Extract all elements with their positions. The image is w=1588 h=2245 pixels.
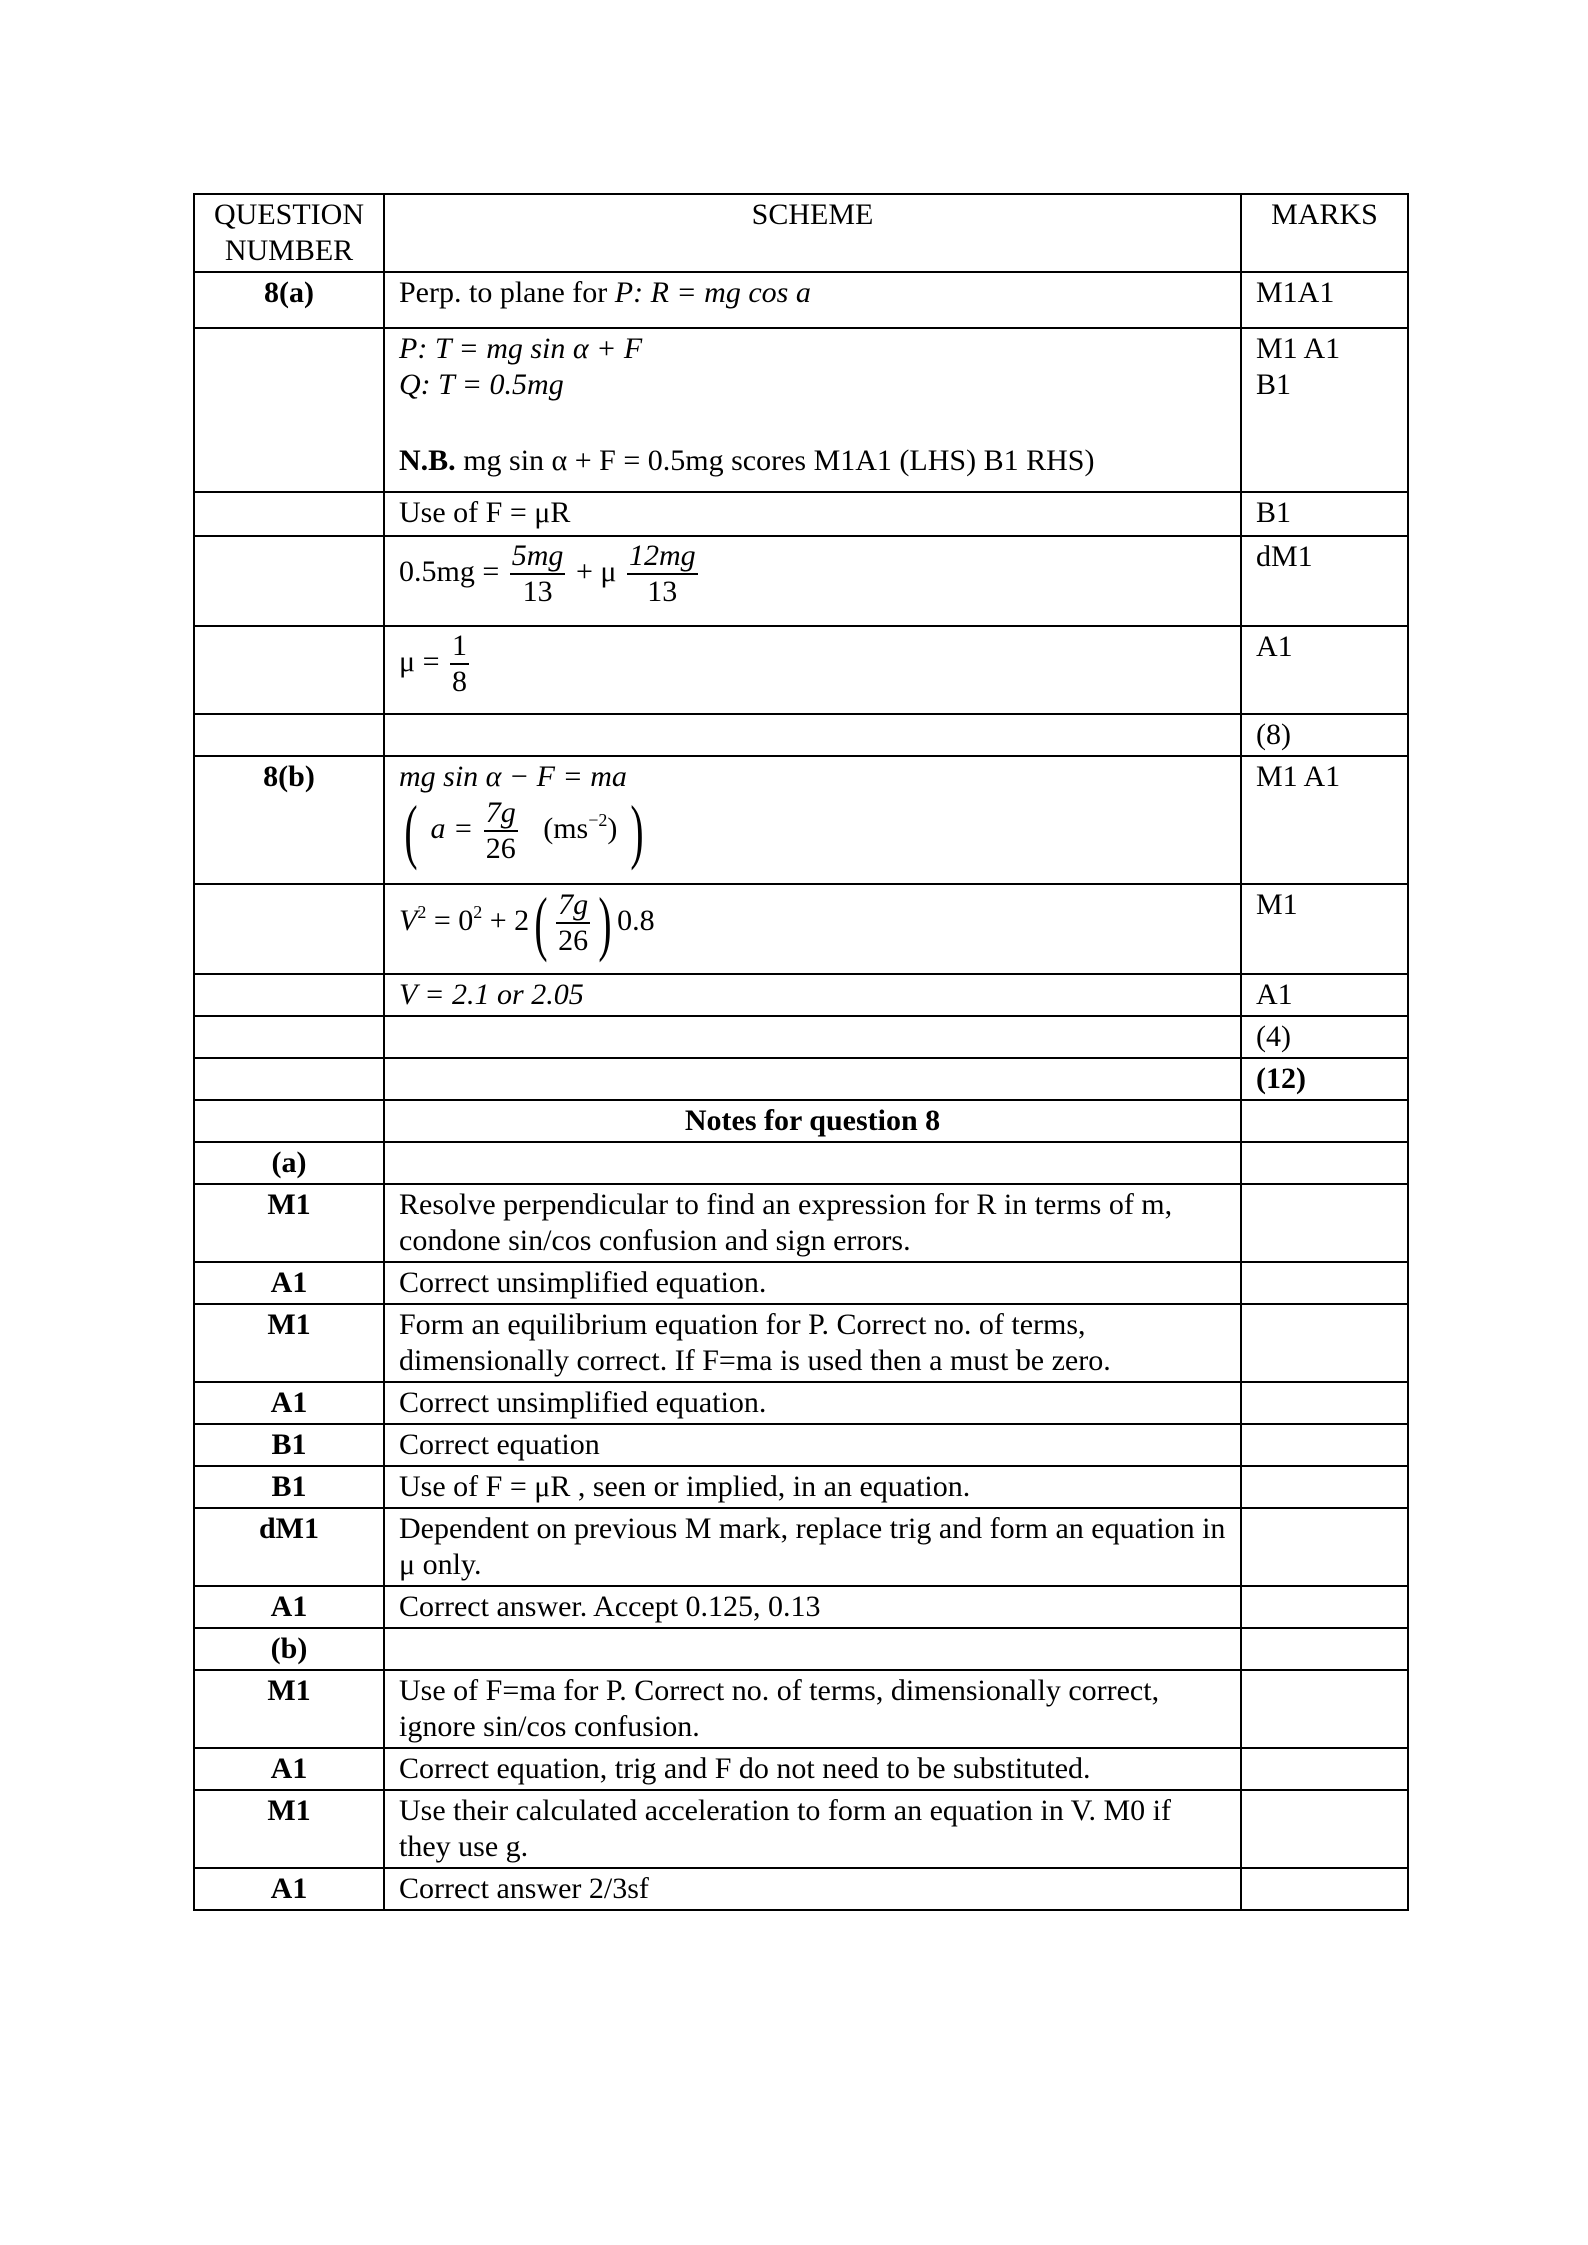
scheme-cell <box>384 626 1241 714</box>
notes-marks-empty <box>1241 1184 1408 1262</box>
notes-row <box>194 1790 1408 1868</box>
marks-cell: dM1 <box>1241 536 1408 626</box>
fraction <box>510 539 566 609</box>
notes-row <box>194 1382 1408 1424</box>
notes-text: Dependent on previous M mark, replace trig and form an equation in μ only. <box>384 1508 1241 1586</box>
numerator: 1 <box>450 629 469 665</box>
units: (ms <box>543 811 589 845</box>
marks-cell: A1 <box>1241 974 1408 1016</box>
question-label: 8(a) <box>194 272 384 328</box>
scheme-text: Perp. to plane for <box>399 276 615 309</box>
scheme-cell <box>384 328 1241 492</box>
notes-label: B1 <box>194 1466 384 1508</box>
notes-title: Notes for question 8 <box>384 1100 1241 1142</box>
scheme-row <box>194 492 1408 536</box>
notes-text: Correct answer 2/3sf <box>384 1868 1241 1910</box>
total-marks: (8) <box>1241 714 1408 756</box>
notes-row <box>194 1586 1408 1628</box>
scheme-var: P <box>614 276 634 309</box>
notes-label: M1 <box>194 1304 384 1382</box>
question-label-empty <box>194 328 384 492</box>
fraction <box>484 796 518 866</box>
notes-label: A1 <box>194 1868 384 1910</box>
notes-label: A1 <box>194 1262 384 1304</box>
notes-marks-empty <box>1241 1382 1408 1424</box>
numerator: 12mg <box>627 539 698 575</box>
notes-text <box>384 1142 1241 1184</box>
header-scheme: SCHEME <box>384 194 1241 272</box>
empty-cell <box>194 1016 384 1058</box>
equation-mid: + μ <box>575 554 617 588</box>
scheme-row <box>194 328 1408 492</box>
notes-text <box>384 1628 1241 1670</box>
notes-row <box>194 1184 1408 1262</box>
total-row <box>194 1016 1408 1058</box>
left-paren: ( <box>534 883 548 963</box>
nb-text: mg sin α + F = 0.5mg scores M1A1 (LHS) B1 RHS) <box>455 444 1095 477</box>
notes-text: Resolve perpendicular to find an expression for R in terms of m, condone sin/cos confusion and sign errors. <box>384 1184 1241 1262</box>
notes-text: Use of F = μR , seen or implied, in an equation. <box>384 1466 1241 1508</box>
notes-marks-empty <box>1241 1670 1408 1748</box>
question-label-empty <box>194 492 384 536</box>
scheme-cell <box>384 536 1241 626</box>
exponent: 2 <box>417 901 427 922</box>
scheme-row <box>194 272 1408 328</box>
denominator: 8 <box>452 665 468 698</box>
velocity-var: V <box>399 903 418 937</box>
scheme-row <box>194 756 1408 884</box>
right-paren: ) <box>630 791 644 871</box>
equation-left: 0.5mg = <box>399 554 500 588</box>
notes-marks-empty <box>1241 1868 1408 1910</box>
empty-cell <box>194 714 384 756</box>
notes-marks-empty <box>1241 1262 1408 1304</box>
denominator: 26 <box>558 924 589 957</box>
empty-cell <box>194 1058 384 1100</box>
notes-marks-empty <box>1241 1142 1408 1184</box>
notes-marks-empty <box>1241 1628 1408 1670</box>
marks-line: M1 A1 <box>1256 332 1341 365</box>
denominator: 26 <box>485 832 516 865</box>
question-label-empty <box>194 536 384 626</box>
marks-cell: M1 A1 <box>1241 756 1408 884</box>
nb-note <box>399 443 1226 479</box>
equation-plus: + 2 <box>482 903 530 937</box>
numerator: 7g <box>484 796 518 832</box>
fraction <box>627 539 698 609</box>
marks-cell: M1 <box>1241 884 1408 974</box>
empty-cell <box>384 1058 1241 1100</box>
equation-left: μ = <box>399 644 440 678</box>
numerator: 5mg <box>510 539 566 575</box>
fraction <box>556 888 590 958</box>
notes-label: dM1 <box>194 1508 384 1586</box>
units-exponent: −2 <box>588 809 608 830</box>
acceleration-line <box>399 791 1226 871</box>
notes-label: M1 <box>194 1184 384 1262</box>
nb-label: N.B. <box>399 444 456 477</box>
header-row <box>194 194 1408 272</box>
notes-text: Correct equation <box>384 1424 1241 1466</box>
marks-cell <box>1241 328 1408 492</box>
question-label: 8(b) <box>194 756 384 884</box>
numerator: 7g <box>556 888 590 924</box>
denominator: 13 <box>647 575 678 608</box>
notes-marks-empty <box>1241 1790 1408 1868</box>
empty-cell <box>194 1100 384 1142</box>
notes-body <box>194 1142 1408 1910</box>
exponent: 2 <box>473 901 483 922</box>
question-label-empty <box>194 626 384 714</box>
notes-marks-empty <box>1241 1586 1408 1628</box>
scheme-cell <box>384 884 1241 974</box>
notes-row <box>194 1142 1408 1184</box>
notes-text: Correct unsimplified equation. <box>384 1262 1241 1304</box>
notes-row <box>194 1508 1408 1586</box>
question-label-empty <box>194 974 384 1016</box>
notes-marks-empty <box>1241 1748 1408 1790</box>
notes-text: Correct answer. Accept 0.125, 0.13 <box>384 1586 1241 1628</box>
grand-total-marks: (12) <box>1241 1058 1408 1100</box>
scheme-row <box>194 536 1408 626</box>
total-row <box>194 1058 1408 1100</box>
notes-text: Correct equation, trig and F do not need to be substituted. <box>384 1748 1241 1790</box>
scheme-row <box>194 884 1408 974</box>
equation-left: a = <box>430 811 474 845</box>
marks-cell: A1 <box>1241 626 1408 714</box>
notes-row <box>194 1628 1408 1670</box>
empty-cell <box>384 1016 1241 1058</box>
equation-q: Q: T = 0.5mg <box>399 368 564 401</box>
notes-text: Correct unsimplified equation. <box>384 1382 1241 1424</box>
scheme-cell: V = 2.1 or 2.05 <box>384 974 1241 1016</box>
scheme-equation: : R = mg cos a <box>633 276 811 309</box>
empty-cell <box>384 714 1241 756</box>
notes-row <box>194 1466 1408 1508</box>
notes-marks-empty <box>1241 1424 1408 1466</box>
left-paren: ( <box>404 791 418 871</box>
units-close: ) <box>607 811 618 845</box>
notes-marks-empty <box>1241 1466 1408 1508</box>
notes-marks-empty <box>1241 1508 1408 1586</box>
question-label-empty <box>194 884 384 974</box>
notes-label: M1 <box>194 1790 384 1868</box>
notes-row <box>194 1424 1408 1466</box>
equation-right: 0.8 <box>617 903 655 937</box>
notes-label: (a) <box>194 1142 384 1184</box>
subtotal-marks: (4) <box>1241 1016 1408 1058</box>
equation-line: mg sin α − F = ma <box>399 760 627 793</box>
scheme-row <box>194 626 1408 714</box>
notes-text: Use their calculated acceleration to form an equation in V. M0 if they use g. <box>384 1790 1241 1868</box>
mark-scheme-table <box>193 193 1409 1911</box>
marks-line: B1 <box>1256 368 1292 401</box>
notes-text: Use of F=ma for P. Correct no. of terms, dimensionally correct, ignore sin/cos confusion. <box>384 1670 1241 1748</box>
notes-label: A1 <box>194 1586 384 1628</box>
denominator: 13 <box>522 575 553 608</box>
scheme-cell <box>384 272 1241 328</box>
notes-row <box>194 1748 1408 1790</box>
notes-row <box>194 1868 1408 1910</box>
notes-row <box>194 1670 1408 1748</box>
scheme-row <box>194 974 1408 1016</box>
notes-marks-empty <box>1241 1304 1408 1382</box>
notes-row <box>194 1304 1408 1382</box>
empty-cell <box>1241 1100 1408 1142</box>
notes-label: B1 <box>194 1424 384 1466</box>
scheme-cell: Use of F = μR <box>384 492 1241 536</box>
header-marks: MARKS <box>1241 194 1408 272</box>
notes-label: (b) <box>194 1628 384 1670</box>
scheme-cell <box>384 756 1241 884</box>
header-question: QUESTION NUMBER <box>194 194 384 272</box>
notes-label: M1 <box>194 1670 384 1748</box>
notes-label: A1 <box>194 1382 384 1424</box>
equation-mid: = 0 <box>426 903 474 937</box>
notes-label: A1 <box>194 1748 384 1790</box>
marks-cell: M1A1 <box>1241 272 1408 328</box>
marks-cell: B1 <box>1241 492 1408 536</box>
notes-text: Form an equilibrium equation for P. Correct no. of terms, dimensionally correct. If F=ma is used then a must be zero. <box>384 1304 1241 1382</box>
total-row <box>194 714 1408 756</box>
notes-title-row <box>194 1100 1408 1142</box>
notes-row <box>194 1262 1408 1304</box>
equation-p: P: T = mg sin α + F <box>399 332 643 365</box>
right-paren: ) <box>598 883 612 963</box>
fraction <box>450 629 469 699</box>
